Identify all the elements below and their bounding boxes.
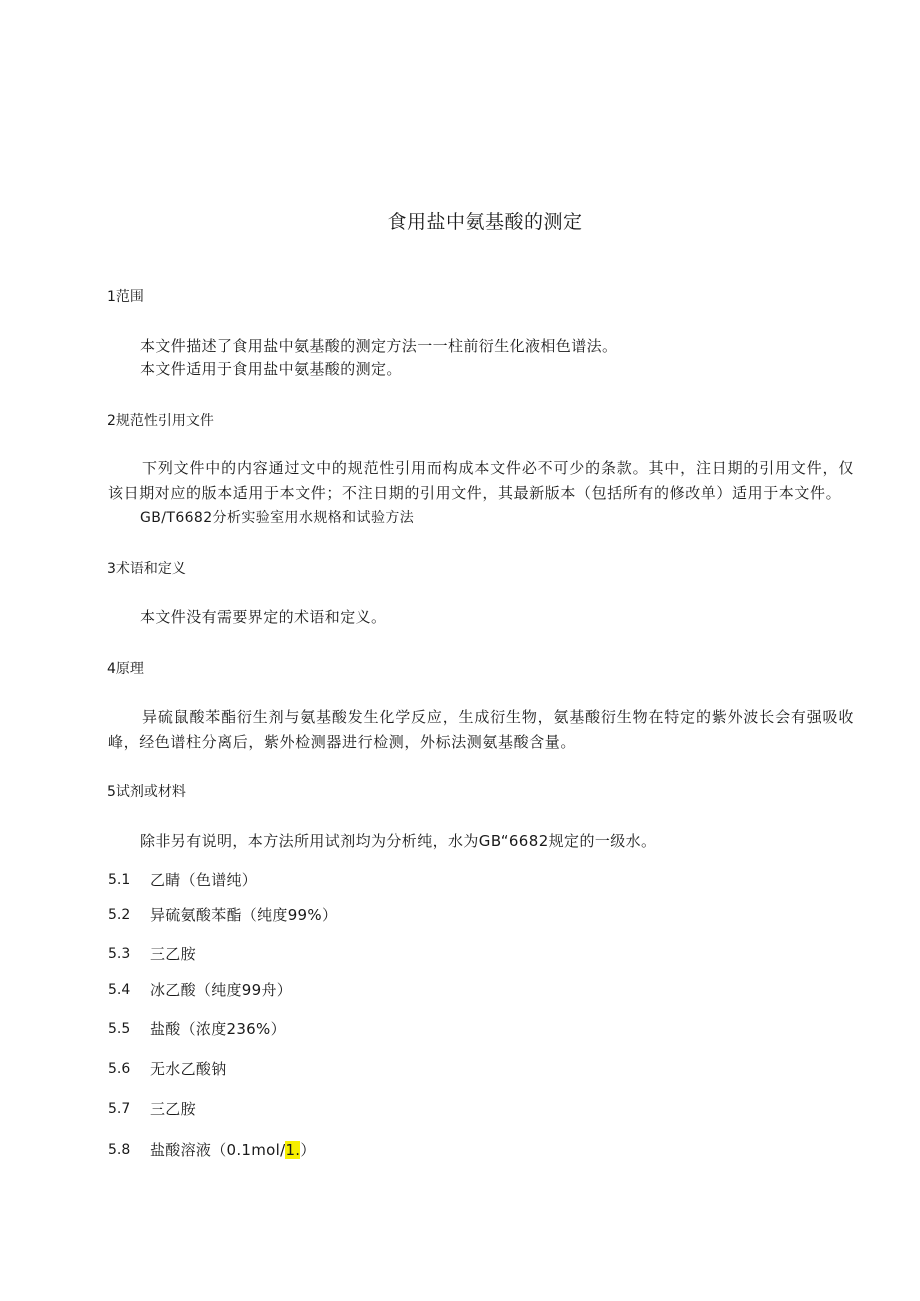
- list-item-number: 5.4: [108, 982, 131, 998]
- section-heading-scope: 1范围: [107, 289, 144, 305]
- list-item-number: 5.3: [108, 946, 131, 962]
- list-item-text-part: ）: [300, 1141, 316, 1159]
- list-item-number: 5.2: [108, 907, 131, 923]
- section-heading-terms: 3术语和定义: [107, 561, 186, 577]
- list-item-number: 5.7: [108, 1101, 131, 1117]
- list-item-number: 5.6: [108, 1061, 131, 1077]
- highlighted-text: 1.: [285, 1141, 301, 1159]
- list-item-number: 5.8: [108, 1142, 131, 1158]
- scope-paragraph-2: 本文件适用于食用盐中氨基酸的测定。: [140, 360, 402, 378]
- list-item-number: 5.5: [108, 1021, 131, 1037]
- section-heading-normative-references: 2规范性引用文件: [107, 413, 214, 429]
- list-item-text: 冰乙酸（纯度99舟）: [150, 981, 293, 999]
- reagents-paragraph: 除非另有说明，本方法所用试剂均为分析纯，水为GB“6682规定的一级水。: [140, 832, 657, 850]
- list-item-text: 无水乙酸钠: [150, 1060, 227, 1078]
- principle-paragraph: 异硫鼠酸苯酯衍生剂与氨基酸发生化学反应，生成衍生物，氨基酸衍生物在特定的紫外波长会有强吸收峰，经色谱柱分离后，紫外检测器进行检测，外标法测氨基酸含量。: [108, 708, 854, 751]
- section-heading-principle: 4原理: [107, 661, 144, 677]
- list-item-text-part: 盐酸溶液（0.1mol/: [150, 1141, 286, 1159]
- normative-references-paragraph: 下列文件中的内容通过文中的规范性引用而构成本文件必不可少的条款。其中，注日期的引用文件，仅该日期对应的版本适用于本文件；不注日期的引用文件，其最新版本（包括所有的修改单）适用于本文件。: [108, 459, 854, 502]
- list-item-text: 三乙胺: [150, 1100, 196, 1118]
- list-item-text: 异硫氨酸苯酯（纯度99%）: [150, 906, 338, 924]
- referenced-standard: GB/T6682分析实验室用水规格和试验方法: [140, 510, 415, 526]
- section-heading-reagents: 5试剂或材料: [107, 784, 186, 800]
- scope-paragraph-1: 本文件描述了食用盐中氨基酸的测定方法一一柱前衍生化液相色谱法。: [140, 337, 618, 355]
- list-item-text: 乙睛（色谱纯）: [150, 871, 258, 889]
- list-item-text: [150, 1140, 316, 1160]
- list-item-text: 三乙胺: [150, 945, 196, 963]
- document-title: 食用盐中氨基酸的测定: [387, 211, 583, 233]
- terms-paragraph: 本文件没有需要界定的术语和定义。: [140, 608, 387, 626]
- list-item-text: 盐酸（浓度236%）: [150, 1020, 286, 1038]
- list-item-number: 5.1: [108, 872, 131, 888]
